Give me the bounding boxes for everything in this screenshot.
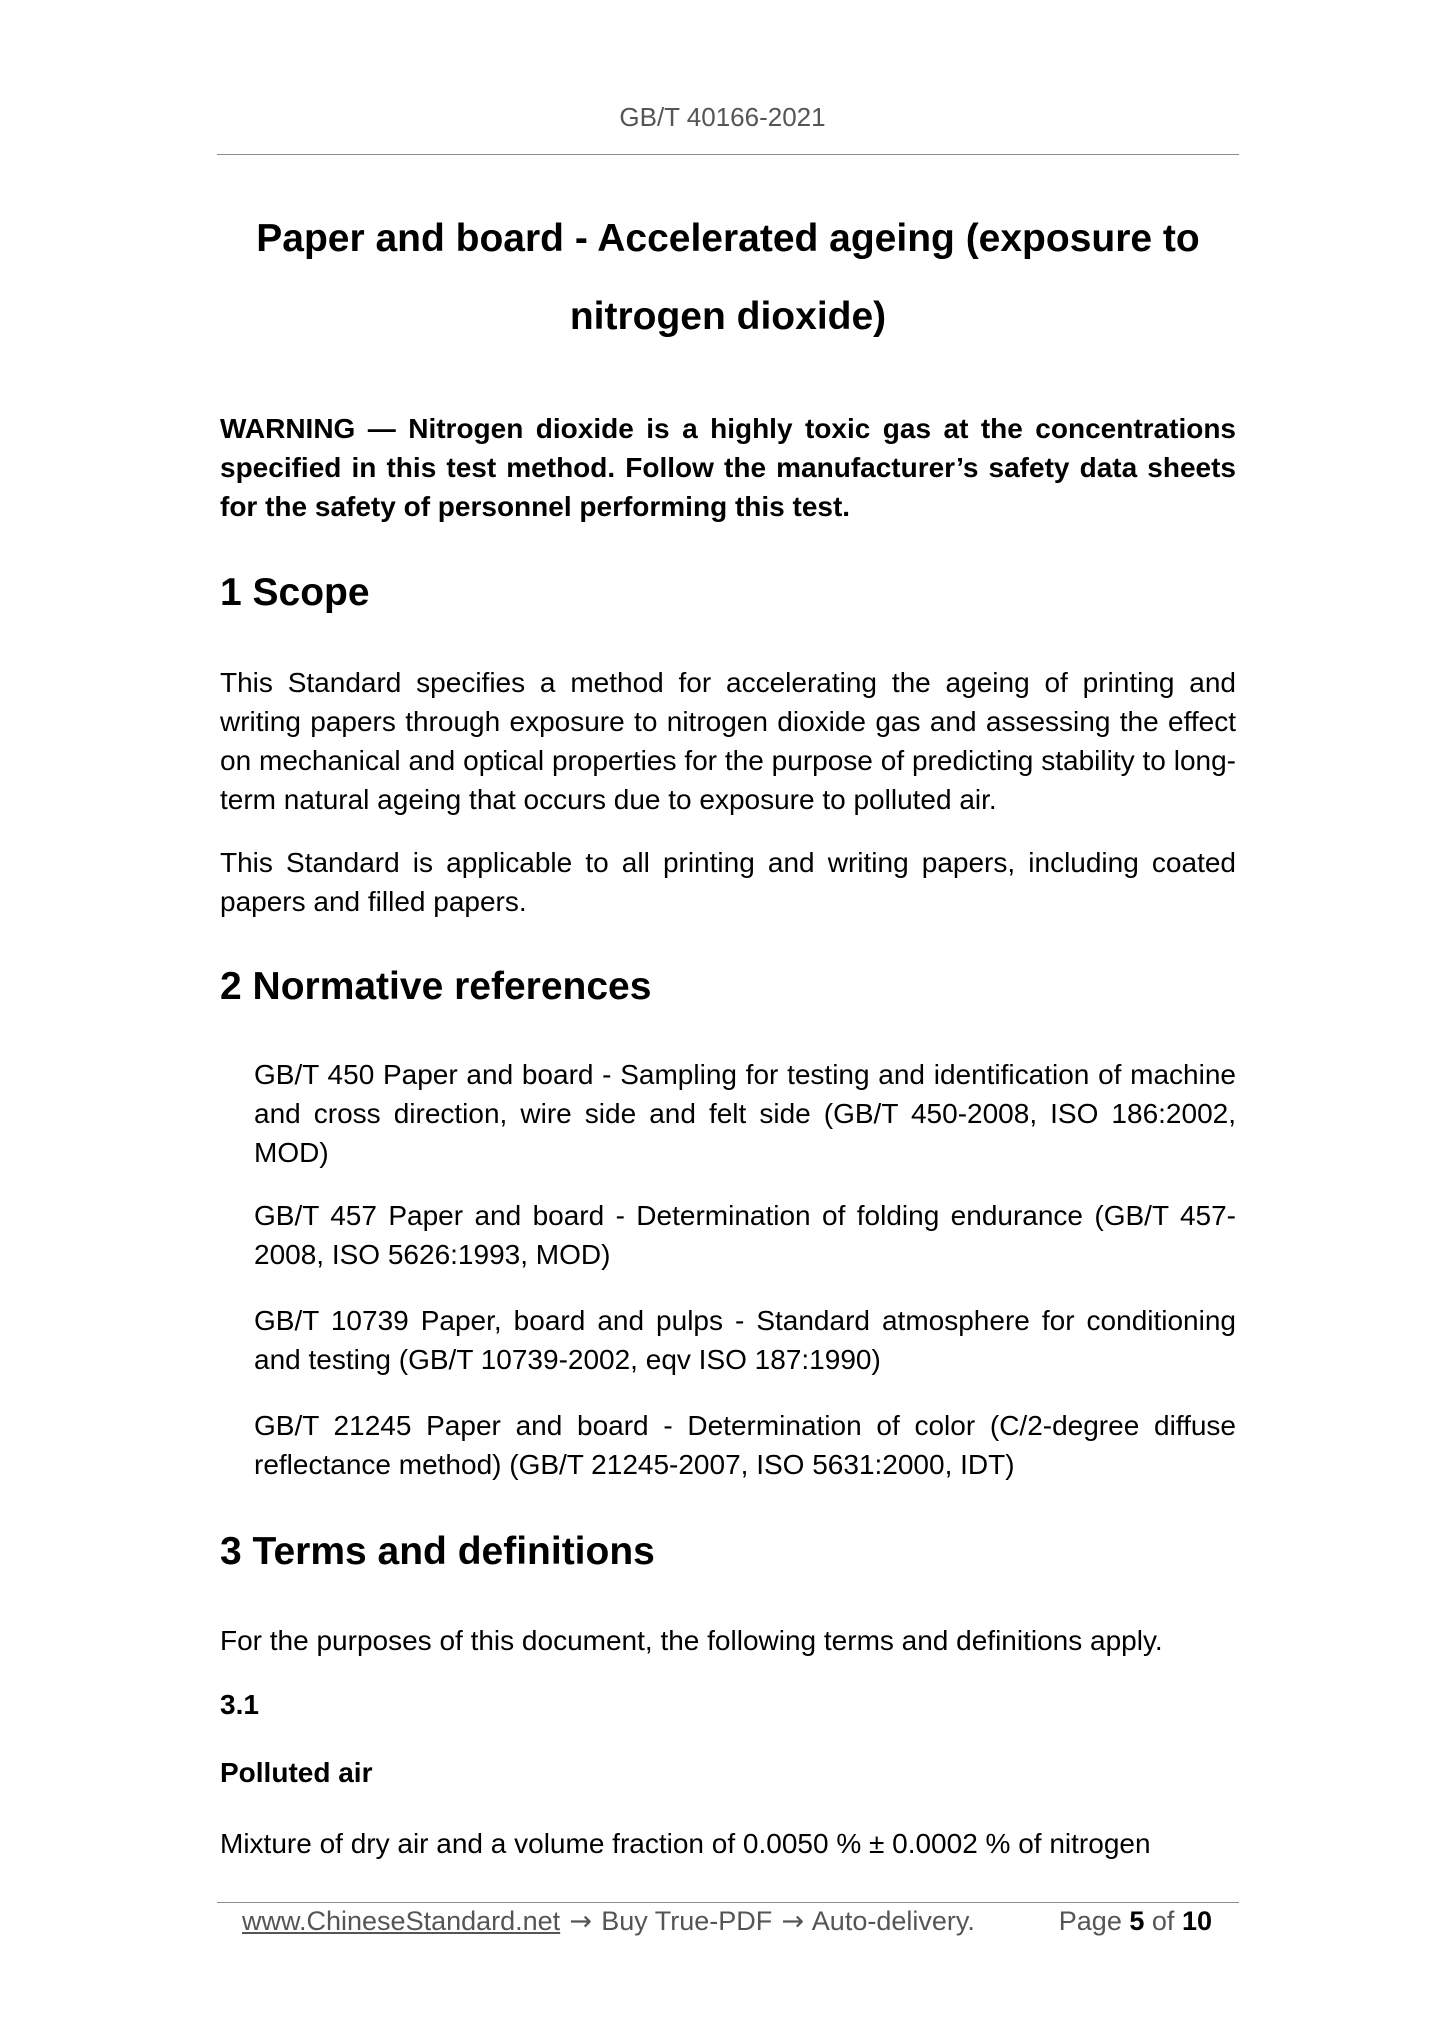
arrow-right-icon: → xyxy=(781,1906,805,1937)
page-indicator xyxy=(1059,1906,1212,1937)
warning-notice: WARNING — Nitrogen dioxide is a highly toxic gas at the concentrations specified in this test method. Follow the manufacturer’s safety data sheets for the safety of personnel performing this test. xyxy=(220,413,1236,522)
term-name: Polluted air xyxy=(220,1757,373,1788)
header-divider xyxy=(217,154,1239,155)
terms-intro: For the purposes of this document, the following terms and definitions apply. xyxy=(220,1625,1163,1656)
of-label: of xyxy=(1151,1906,1175,1936)
normative-reference-item: GB/T 457 Paper and board - Determination of folding endurance (GB/T 457-2008, ISO 5626:1993, MOD) xyxy=(254,1200,1236,1270)
arrow-right-icon: → xyxy=(569,1906,593,1937)
term-number: 3.1 xyxy=(220,1689,259,1720)
total-pages-number: 10 xyxy=(1181,1906,1212,1936)
website-link[interactable]: www.ChineseStandard.net xyxy=(242,1906,561,1936)
section-heading-normative-references: 2 Normative references xyxy=(220,965,652,1008)
section-heading-scope: 1 Scope xyxy=(220,571,370,614)
term-definition: Mixture of dry air and a volume fraction of 0.0050 % ± 0.0002 % of nitrogen xyxy=(220,1828,1151,1859)
normative-reference-item: GB/T 10739 Paper, board and pulps - Standard atmosphere for conditioning and testing (GB/T 10739-2002, eqv ISO 187:1990) xyxy=(254,1305,1236,1375)
normative-reference-item: GB/T 21245 Paper and board - Determination of color (C/2-degree diffuse reflectance method) (GB/T 21245-2007, ISO 5631:2000, IDT) xyxy=(254,1410,1236,1480)
buy-pdf-text: Buy True-PDF xyxy=(601,1906,773,1936)
scope-paragraph-1: This Standard specifies a method for accelerating the ageing of printing and writing papers through exposure to nitrogen dioxide gas and assessing the effect on mechanical and optical properties for the purpose of predicting stability to long-term natural ageing that occurs due to exposure to polluted air. xyxy=(220,667,1236,815)
scope-paragraph-2: This Standard is applicable to all printing and writing papers, including coated papers and filled papers. xyxy=(220,847,1236,917)
normative-reference-item: GB/T 450 Paper and board - Sampling for testing and identification of machine and cross direction, wire side and felt side (GB/T 450-2008, ISO 186:2002, MOD) xyxy=(254,1059,1236,1168)
current-page-number: 5 xyxy=(1129,1906,1145,1936)
page-header: GB/T 40166-2021 xyxy=(619,102,826,132)
section-heading-terms-definitions: 3 Terms and definitions xyxy=(220,1530,655,1573)
title-line-1: Paper and board - Accelerated ageing (exposure to xyxy=(256,217,1200,260)
footer-divider xyxy=(217,1902,1239,1903)
page-label: Page xyxy=(1058,1906,1122,1936)
document-title xyxy=(217,200,1239,356)
page-footer xyxy=(242,1906,1212,1937)
title-line-2: nitrogen dioxide) xyxy=(569,295,887,338)
auto-delivery-text: Auto-delivery. xyxy=(811,1906,975,1936)
